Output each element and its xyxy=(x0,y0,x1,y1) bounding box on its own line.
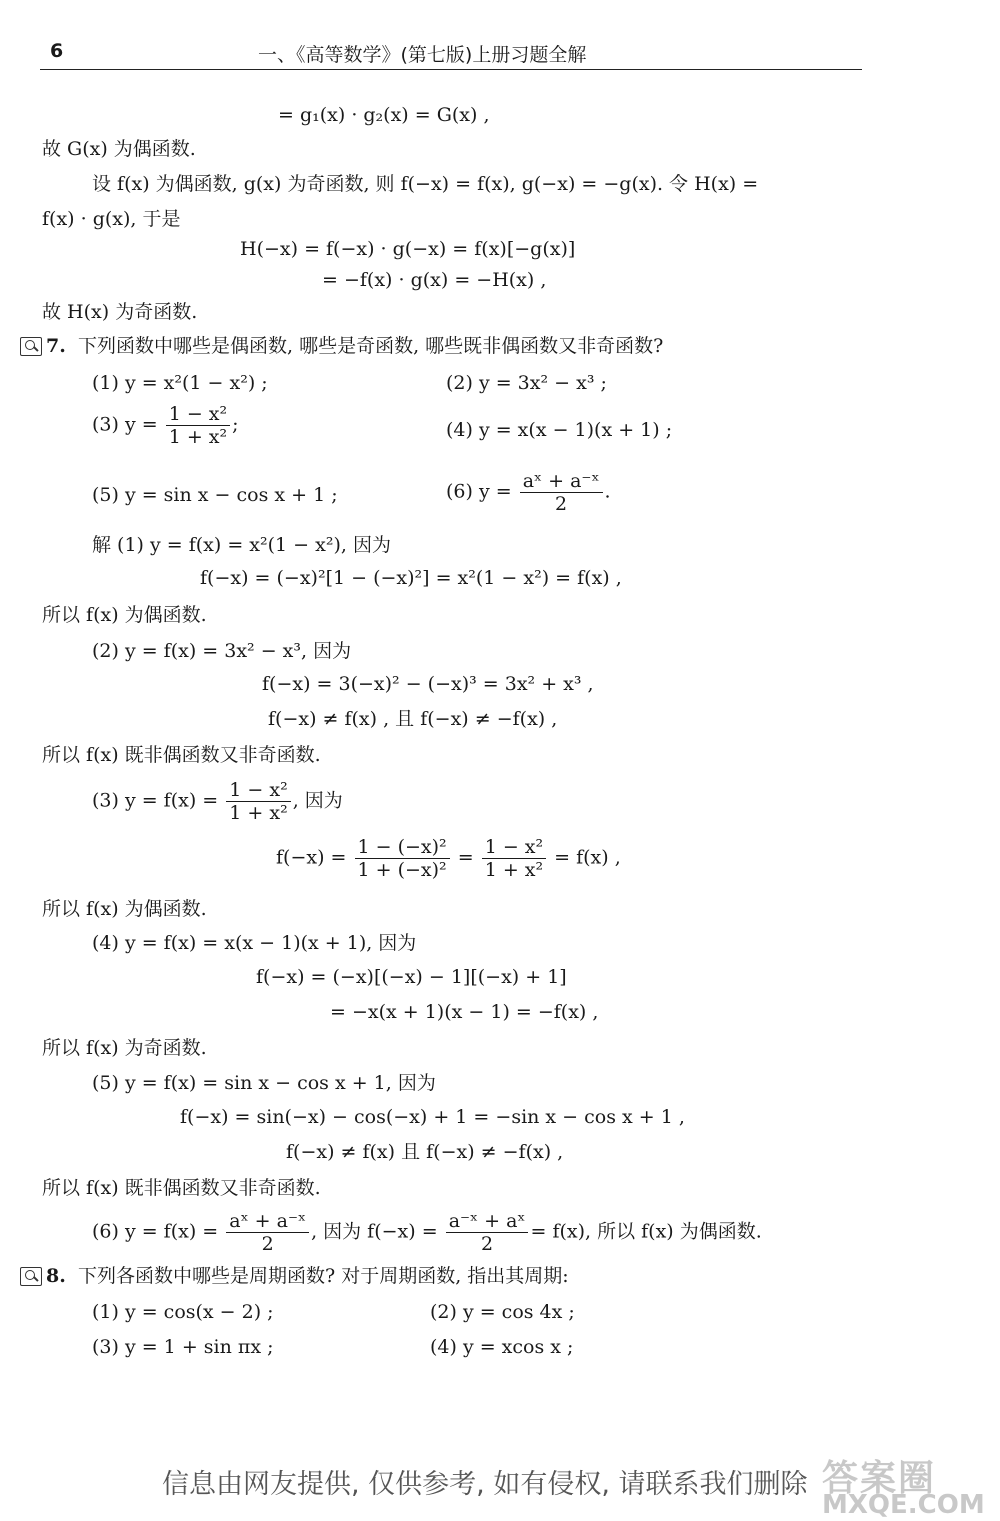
sub-item: (1) y = cos(x − 2) ; xyxy=(92,1301,274,1323)
fraction xyxy=(355,836,450,881)
solution-label: (3) y = f(x) = xyxy=(92,789,219,812)
running-header-title: 一、《高等数学》(第七版)上册习题全解 xyxy=(258,44,587,66)
numerator: 1 − x² xyxy=(226,779,290,802)
denominator: 2 xyxy=(555,493,568,515)
fraction xyxy=(226,1210,309,1255)
denominator: 2 xyxy=(481,1233,494,1255)
denominator: 1 + (−x)² xyxy=(357,859,447,881)
text-fragment: , 因为 xyxy=(292,789,343,812)
question-text: 下列函数中哪些是偶函数, 哪些是奇函数, 哪些既非偶函数又非奇函数? xyxy=(78,335,664,357)
sub-item-label: (3) y = xyxy=(92,413,158,436)
text-line: 所以 f(x) 为奇函数. xyxy=(42,1037,207,1059)
eq-line: = g₁(x) · g₂(x) = G(x) , xyxy=(278,104,490,126)
numerator: 1 − (−x)² xyxy=(355,836,450,859)
sub-item: (2) y = cos 4x ; xyxy=(430,1301,575,1323)
eq-line: = −x(x + 1)(x − 1) = −f(x) , xyxy=(330,1001,599,1023)
sub-item: (5) y = sin x − cos x + 1 ; xyxy=(92,484,338,506)
eq-lhs: f(−x) = xyxy=(276,846,347,869)
fraction xyxy=(520,470,603,515)
sub-item xyxy=(92,403,239,448)
text-line: 设 f(x) 为偶函数, g(x) 为奇函数, 则 f(−x) = f(x), g(−x) = −g(x). 令 H(x) = xyxy=(92,173,759,195)
numerator: 1 − x² xyxy=(482,836,546,859)
punct: . xyxy=(604,480,611,503)
sub-item: (1) y = x²(1 − x²) ; xyxy=(92,372,268,394)
numerator: aˣ + a⁻ˣ xyxy=(520,470,603,493)
text-line: 故 G(x) 为偶函数. xyxy=(42,138,196,160)
punct: ; xyxy=(232,413,239,436)
magnifier-icon xyxy=(20,1267,42,1286)
fraction xyxy=(226,779,290,824)
fraction xyxy=(482,836,546,881)
eq-line: f(−x) ≠ f(x) 且 f(−x) ≠ −f(x) , xyxy=(286,1141,564,1163)
numerator: aˣ + a⁻ˣ xyxy=(226,1210,309,1233)
text-line: 所以 f(x) 为偶函数. xyxy=(42,898,207,920)
sub-item: (2) y = 3x² − x³ ; xyxy=(446,372,607,394)
eq-line: H(−x) = f(−x) · g(−x) = f(x)[−g(x)] xyxy=(240,238,576,260)
question-number: 8. xyxy=(46,1265,66,1287)
page-number: 6 xyxy=(50,40,64,62)
fraction xyxy=(446,1210,529,1255)
eq-line: f(−x) = (−x)[(−x) − 1][(−x) + 1] xyxy=(256,966,567,988)
solution-line: (5) y = f(x) = sin x − cos x + 1, 因为 xyxy=(92,1072,436,1094)
numerator: a⁻ˣ + aˣ xyxy=(446,1210,529,1233)
question-text: 下列各函数中哪些是周期函数? 对于周期函数, 指出其周期: xyxy=(78,1265,569,1287)
magnifier-icon xyxy=(20,337,42,356)
fraction xyxy=(166,403,230,448)
denominator: 2 xyxy=(261,1233,274,1255)
solution-line: 解 (1) y = f(x) = x²(1 − x²), 因为 xyxy=(92,534,391,556)
text-line: 故 H(x) 为奇函数. xyxy=(42,301,198,323)
text-fragment: = f(x), 所以 f(x) 为偶函数. xyxy=(530,1220,762,1243)
text-line: 所以 f(x) 为偶函数. xyxy=(42,604,207,626)
eq-line: f(−x) ≠ f(x) , 且 f(−x) ≠ −f(x) , xyxy=(268,708,558,730)
sub-item: (3) y = 1 + sin πx ; xyxy=(92,1336,274,1358)
solution-line: (4) y = f(x) = x(x − 1)(x + 1), 因为 xyxy=(92,932,417,954)
disclaimer-text: 信息由网友提供, 仅供参考, 如有侵权, 请联系我们删除 xyxy=(162,1469,808,1500)
eq-line: = −f(x) · g(x) = −H(x) , xyxy=(322,269,547,291)
text-line: f(x) · g(x), 于是 xyxy=(42,208,181,230)
eq-rhs: = f(x) , xyxy=(554,846,621,869)
watermark-url: MXQE.COM xyxy=(822,1490,985,1520)
text-line: 所以 f(x) 既非偶函数又非奇函数. xyxy=(42,744,321,766)
watermark-logo: 答案圈 xyxy=(822,1458,937,1499)
text-fragment: , 因为 f(−x) = xyxy=(311,1220,438,1243)
question-number: 7. xyxy=(46,335,66,357)
header-rule xyxy=(40,69,862,70)
sub-item: (4) y = x(x − 1)(x + 1) ; xyxy=(446,419,673,441)
denominator: 1 + x² xyxy=(484,859,544,881)
solution-line: (2) y = f(x) = 3x² − x³, 因为 xyxy=(92,640,352,662)
denominator: 1 + x² xyxy=(168,426,228,448)
eq-line: f(−x) = sin(−x) − cos(−x) + 1 = −sin x − cos x + 1 , xyxy=(180,1106,685,1128)
solution-line xyxy=(92,779,343,824)
text-line: 所以 f(x) 既非偶函数又非奇函数. xyxy=(42,1177,321,1199)
solution-line xyxy=(92,1210,762,1255)
eq-line: f(−x) = (−x)²[1 − (−x)²] = x²(1 − x²) = f(x) , xyxy=(200,567,622,589)
solution-label: (6) y = f(x) = xyxy=(92,1220,219,1243)
sub-item-label: (6) y = xyxy=(446,480,512,503)
eq-line: f(−x) = 3(−x)² − (−x)³ = 3x² + x³ , xyxy=(262,673,594,695)
sub-item xyxy=(446,470,611,515)
sub-item: (4) y = xcos x ; xyxy=(430,1336,574,1358)
denominator: 1 + x² xyxy=(229,802,288,824)
equals-sign: = xyxy=(457,846,474,869)
numerator: 1 − x² xyxy=(166,403,230,426)
eq-line xyxy=(276,836,621,881)
